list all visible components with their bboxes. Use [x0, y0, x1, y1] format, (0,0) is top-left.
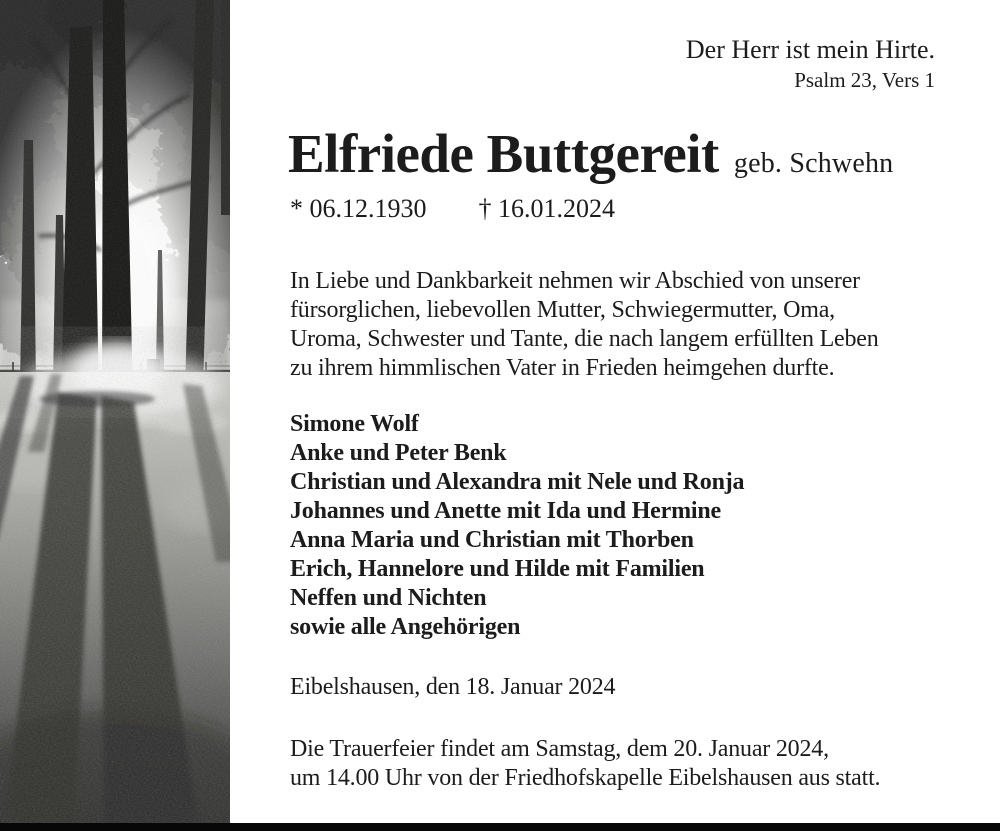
text-line: Simone Wolf — [290, 411, 419, 437]
text-line: Erich, Hannelore und Hilde mit Familien — [290, 556, 705, 582]
verse-reference: Psalm 23, Vers 1 — [794, 68, 935, 92]
text-line: Christian und Alexandra mit Nele und Ronja — [290, 469, 745, 495]
death-date: † 16.01.2024 — [478, 194, 615, 223]
text-line: In Liebe und Dankbarkeit nehmen wir Abschied von unserer — [290, 268, 860, 294]
bottom-border-bar — [0, 823, 1000, 831]
announcement-text-column — [290, 0, 935, 823]
text-line: Anna Maria und Christian mit Thorben — [290, 527, 694, 553]
grass-texture — [0, 372, 230, 823]
deceased-title-line — [288, 125, 893, 183]
text-line: sowie alle Angehörigen — [290, 614, 521, 640]
text-line: Uroma, Schwester und Tante, die nach langem erfüllten Leben — [290, 326, 879, 352]
obituary-paragraph — [290, 267, 879, 383]
text-line: Anke und Peter Benk — [290, 440, 507, 466]
bible-verse — [290, 35, 935, 95]
place-date-line: Eibelshausen, den 18. Januar 2024 — [290, 674, 616, 700]
park-photo-illustration — [0, 0, 230, 823]
life-dates — [290, 193, 615, 225]
birth-date: * 06.12.1930 — [290, 194, 427, 223]
memorial-photo — [0, 0, 230, 823]
mourners-list — [290, 410, 744, 642]
text-line: Die Trauerfeier findet am Samstag, dem 20. Januar 2024, — [290, 736, 829, 762]
text-line: um 14.00 Uhr von der Friedhofskapelle Eibelshausen aus statt. — [290, 765, 881, 791]
text-line: Neffen und Nichten — [290, 585, 487, 611]
maiden-name: geb. Schwehn — [733, 148, 894, 179]
deceased-name: Elfriede Buttgereit — [288, 123, 719, 184]
text-line: zu ihrem himmlischen Vater in Frieden heimgehen durfte. — [290, 355, 835, 381]
funeral-information — [290, 735, 880, 793]
text-line: fürsorglichen, liebevollen Mutter, Schwiegermutter, Oma, — [290, 297, 835, 323]
photo-grain — [0, 0, 230, 380]
text-line: Johannes und Anette mit Ida und Hermine — [290, 498, 721, 524]
verse-text: Der Herr ist mein Hirte. — [685, 35, 935, 64]
